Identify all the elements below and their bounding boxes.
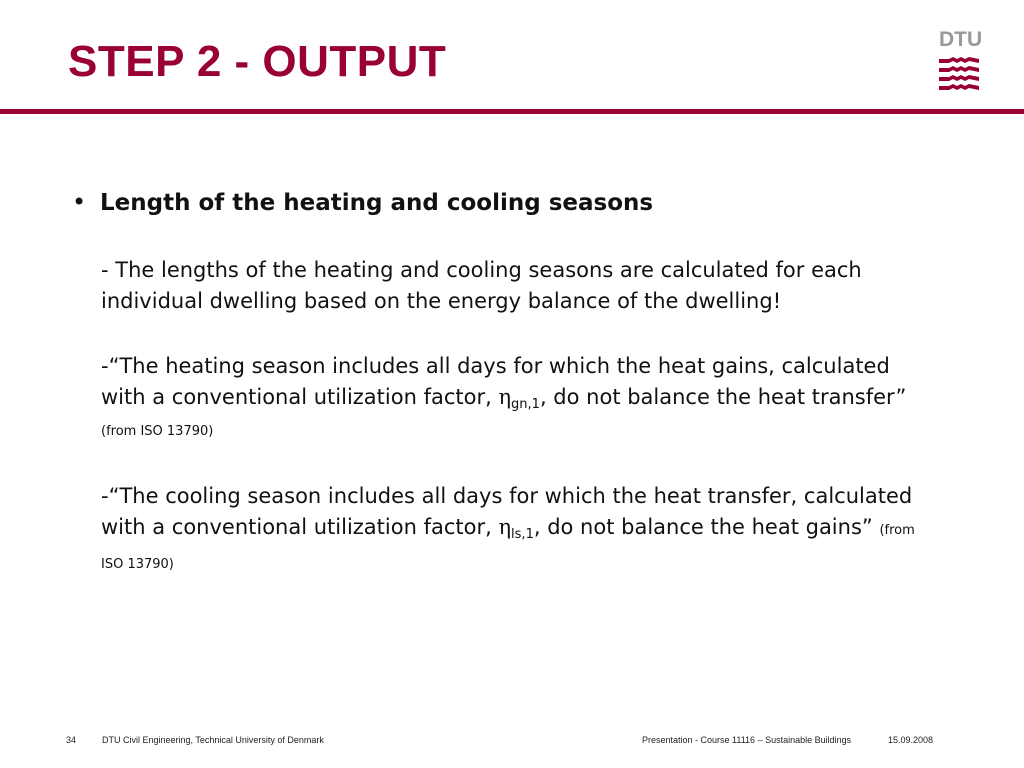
footer-presentation: Presentation - Course 11116 – Sustainable Buildings: [642, 735, 852, 745]
eta-symbol: η: [498, 515, 512, 539]
source-citation: (from ISO 13790): [101, 424, 214, 439]
eta-symbol: η: [498, 385, 512, 409]
heating-quote-text: -“The heating season includes all days for which the heat gains, calculated with a conventional utilization factor,: [101, 354, 890, 409]
footer-page-number: 34: [66, 735, 77, 745]
paragraph-cooling-season: [101, 481, 941, 580]
source-citation: (from ISO 13790): [101, 523, 915, 572]
bullet-item: [72, 186, 952, 219]
eta-subscript: gn,1: [511, 397, 540, 412]
cooling-quote-end: , do not balance the heat gains”: [533, 515, 873, 539]
paragraph-heating-season: [101, 351, 941, 447]
dtu-logo: [930, 28, 988, 94]
eta-subscript: ls,1: [511, 527, 534, 542]
bullet-dot-icon: •: [72, 188, 87, 216]
title-divider: [0, 109, 1024, 114]
footer-date: 15.09.2008: [888, 735, 934, 745]
dtu-logo-waves-icon: [939, 57, 979, 91]
slide-content: [72, 186, 952, 580]
heating-quote-end: , do not balance the heat transfer”: [539, 385, 907, 409]
footer-institution: DTU Civil Engineering, Technical University of Denmark: [102, 735, 324, 745]
slide-title: STEP 2 - OUTPUT: [68, 37, 447, 86]
dtu-logo-text: DTU: [939, 28, 983, 51]
paragraph-season-length: - The lengths of the heating and cooling seasons are calculated for each individual dwelling based on the energy balance of the dwelling!: [101, 258, 862, 313]
bullet-heading: Length of the heating and cooling seasons: [100, 190, 654, 216]
cooling-quote-text: -“The cooling season includes all days for which the heat transfer, calculated with a conventional utilization factor,: [101, 484, 913, 539]
